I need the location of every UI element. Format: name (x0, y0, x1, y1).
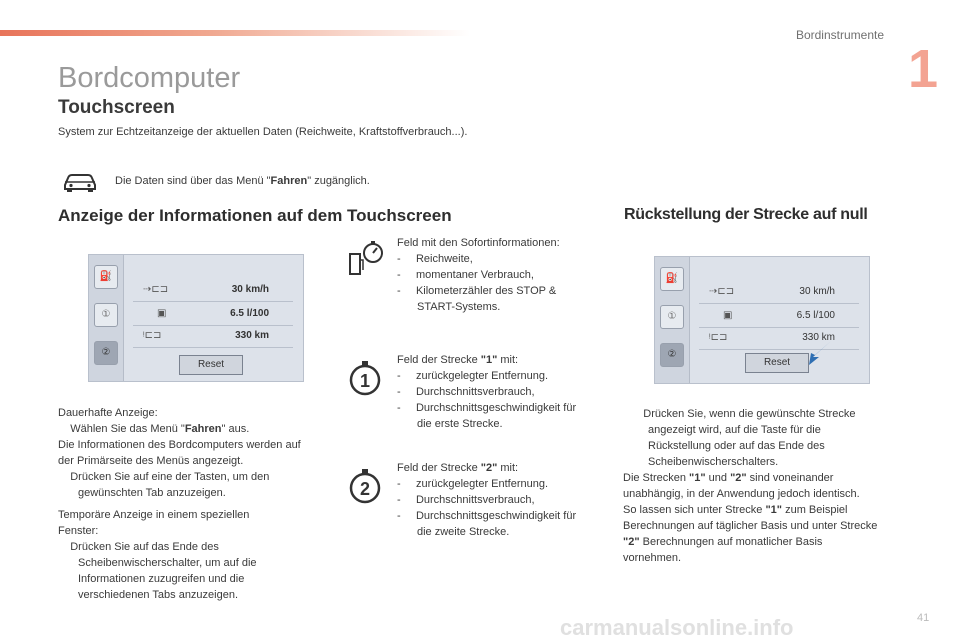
car-range-icon: ᵎ⊏⊐ (143, 330, 162, 341)
svg-text:1: 1 (359, 371, 371, 391)
screen-tab-timer2-icon: ② (660, 343, 684, 367)
screen-tab-fuel-icon: ⛽ (94, 265, 118, 289)
menu-note: Die Daten sind über das Menü "Fahren" zugänglich. (115, 175, 370, 187)
permanent-display-text: Dauerhafte Anzeige: Wählen Sie das Menü "Fahren" aus. Die Informationen des Bordcomputers werden auf der Primärseite des Menüs angezeigt. Drücken Sie auf eine der Tasten, um den gewünschten Tab anzuzeigen. (58, 407, 301, 499)
right-section-heading: Rückstellung der Strecke auf null (624, 206, 868, 223)
screen-row-speed: ⇢⊏⊐ 30 km/h (699, 283, 859, 304)
screen-tab-timer1-icon: ① (660, 305, 684, 329)
screen-tab-fuel-icon: ⛽ (660, 267, 684, 291)
header-accent-bar (0, 30, 470, 36)
touchscreen-illustration-left (88, 254, 304, 382)
screen-row-range: ᵎ⊏⊐ 330 km (133, 327, 293, 348)
screen-row-consumption: ▣ 6.5 l/100 (133, 305, 293, 326)
trip-1-timer-icon (348, 360, 382, 396)
page-subtitle: Touchscreen (58, 97, 175, 118)
section-label: Bordinstrumente (795, 28, 884, 42)
intro-text: System zur Echtzeitanzeige der aktuellen Daten (Reichweite, Kraftstoffverbrauch...). (58, 126, 468, 138)
car-icon (62, 170, 98, 192)
reset-button: Reset (745, 353, 809, 373)
screen-row-consumption: ▣ 6.5 l/100 (699, 307, 859, 328)
page-title: Bordcomputer (58, 62, 241, 94)
left-section-heading: Anzeige der Informationen auf dem Touchscreen (58, 206, 452, 225)
screen-row-range: ᵎ⊏⊐ 330 km (699, 329, 859, 350)
screen-sidebar (655, 257, 690, 383)
fuel-icon: ▣ (723, 310, 733, 321)
trip-2-field-text: Feld der Strecke "2" mit: - zurückgelegter Entfernung. - Durchschnittsverbrauch, - Durchschnittsgeschwindigkeit für die zweite Strecke. (397, 462, 577, 538)
fuel-icon: ▣ (157, 308, 167, 319)
chapter-number: 1 (908, 39, 939, 99)
screen-tab-timer2-icon: ② (94, 341, 118, 365)
car-range-icon: ᵎ⊏⊐ (709, 332, 728, 343)
trip-1-field-text: Feld der Strecke "1" mit: - zurückgelegter Entfernung. - Durchschnittsverbrauch, - Durchschnittsgeschwindigkeit für die erste Strecke. (397, 354, 577, 430)
car-speed-icon: ⇢⊏⊐ (143, 284, 169, 295)
reset-button: Reset (179, 355, 243, 375)
car-speed-icon: ⇢⊏⊐ (709, 286, 735, 297)
screen-row-speed: ⇢⊏⊐ 30 km/h (133, 281, 293, 302)
screen-tab-timer1-icon: ① (94, 303, 118, 327)
instant-field-text: Feld mit den Sofortinformationen: - Reichweite, - momentaner Verbrauch, - Kilometerzähler des STOP & START-Systems. (397, 237, 560, 313)
screen-sidebar (89, 255, 124, 381)
reset-instructions-text: Drücken Sie, wenn die gewünschte Strecke angezeigt wird, auf die Taste für die Rückstellung oder auf das Ende des Scheibenwischerschalters. Die Strecken "1" und "2" sind voneinander unabhängig, in der Anwendung jedoch identisch. So lassen sich unter Strecke "1" zum Beispiel Berechnungen auf täglicher Basis und unter Strecke "2" Berechnungen auf monatlicher Basis vornehmen. (623, 408, 878, 564)
svg-text:2: 2 (359, 479, 371, 499)
temporary-display-text: Temporäre Anzeige in einem speziellen Fenster: Drücken Sie auf das Ende des Scheibenwischerschalter, um auf die Informationen zuzugreifen und die verschiedenen Tabs anzuzeigen. (58, 509, 257, 601)
page-number: 41 (917, 612, 930, 624)
watermark: carmanualsonline.info (560, 615, 794, 640)
trip-2-timer-icon (348, 468, 382, 504)
touchscreen-illustration-right (654, 256, 870, 384)
fuel-timer-icon (348, 240, 384, 276)
pointer-arrow-icon (805, 339, 833, 367)
